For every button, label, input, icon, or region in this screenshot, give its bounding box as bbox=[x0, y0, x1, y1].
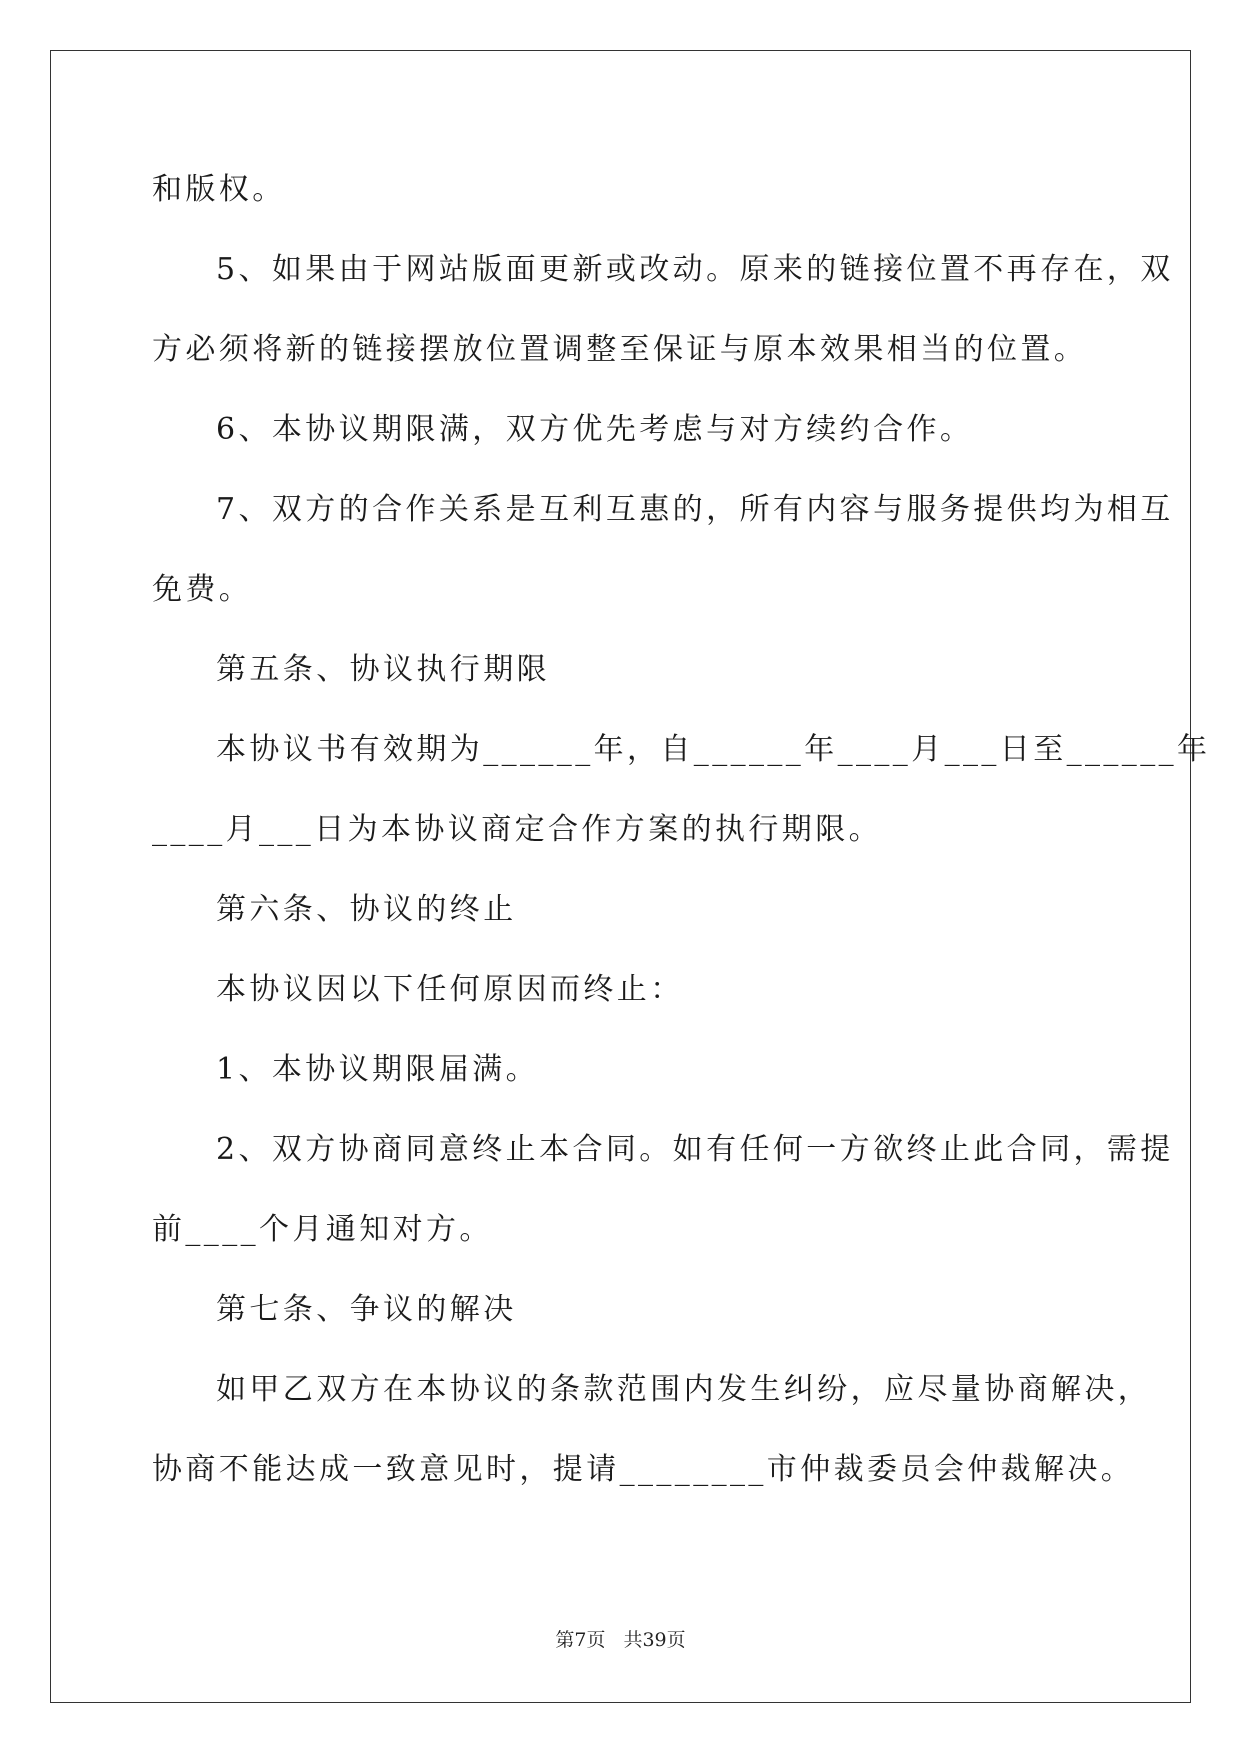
paragraph-line: 5、如果由于网站版面更新或改动。原来的链接位置不再存在，双 bbox=[216, 252, 1174, 287]
paragraph-line: 1、本协议期限届满。 bbox=[216, 1052, 540, 1087]
paragraph-line: 6、本协议期限满，双方优先考虑与对方续约合作。 bbox=[216, 412, 974, 447]
paragraph-line: 如甲乙双方在本协议的条款范围内发生纠纷，应尽量协商解决， bbox=[216, 1372, 1152, 1407]
paragraph-line: 和版权。 bbox=[152, 172, 286, 207]
paragraph-line: 前____个月通知对方。 bbox=[152, 1212, 493, 1247]
page-number: 第7页 bbox=[555, 1629, 606, 1651]
section-heading: 第五条、协议执行期限 bbox=[216, 652, 550, 687]
page-total: 共39页 bbox=[623, 1629, 686, 1651]
paragraph-line: 本协议书有效期为______年，自______年____月___日至______年 bbox=[216, 732, 1211, 767]
paragraph-line: 方必须将新的链接摆放位置调整至保证与原本效果相当的位置。 bbox=[152, 332, 1088, 367]
paragraph-line: ____月___日为本协议商定合作方案的执行期限。 bbox=[152, 812, 882, 847]
paragraph-line: 本协议因以下任何原因而终止： bbox=[216, 972, 684, 1007]
paragraph-line: 2、双方协商同意终止本合同。如有任何一方欲终止此合同，需提 bbox=[216, 1132, 1174, 1167]
section-heading: 第七条、争议的解决 bbox=[216, 1292, 517, 1327]
paragraph-line: 免费。 bbox=[152, 572, 253, 607]
paragraph-line: 7、双方的合作关系是互利互惠的，所有内容与服务提供均为相互 bbox=[216, 492, 1174, 527]
document-body bbox=[152, 150, 1211, 1510]
section-heading: 第六条、协议的终止 bbox=[216, 892, 517, 927]
paragraph-line: 协商不能达成一致意见时，提请________市仲裁委员会仲裁解决。 bbox=[152, 1452, 1135, 1487]
page-footer bbox=[0, 1625, 1241, 1652]
